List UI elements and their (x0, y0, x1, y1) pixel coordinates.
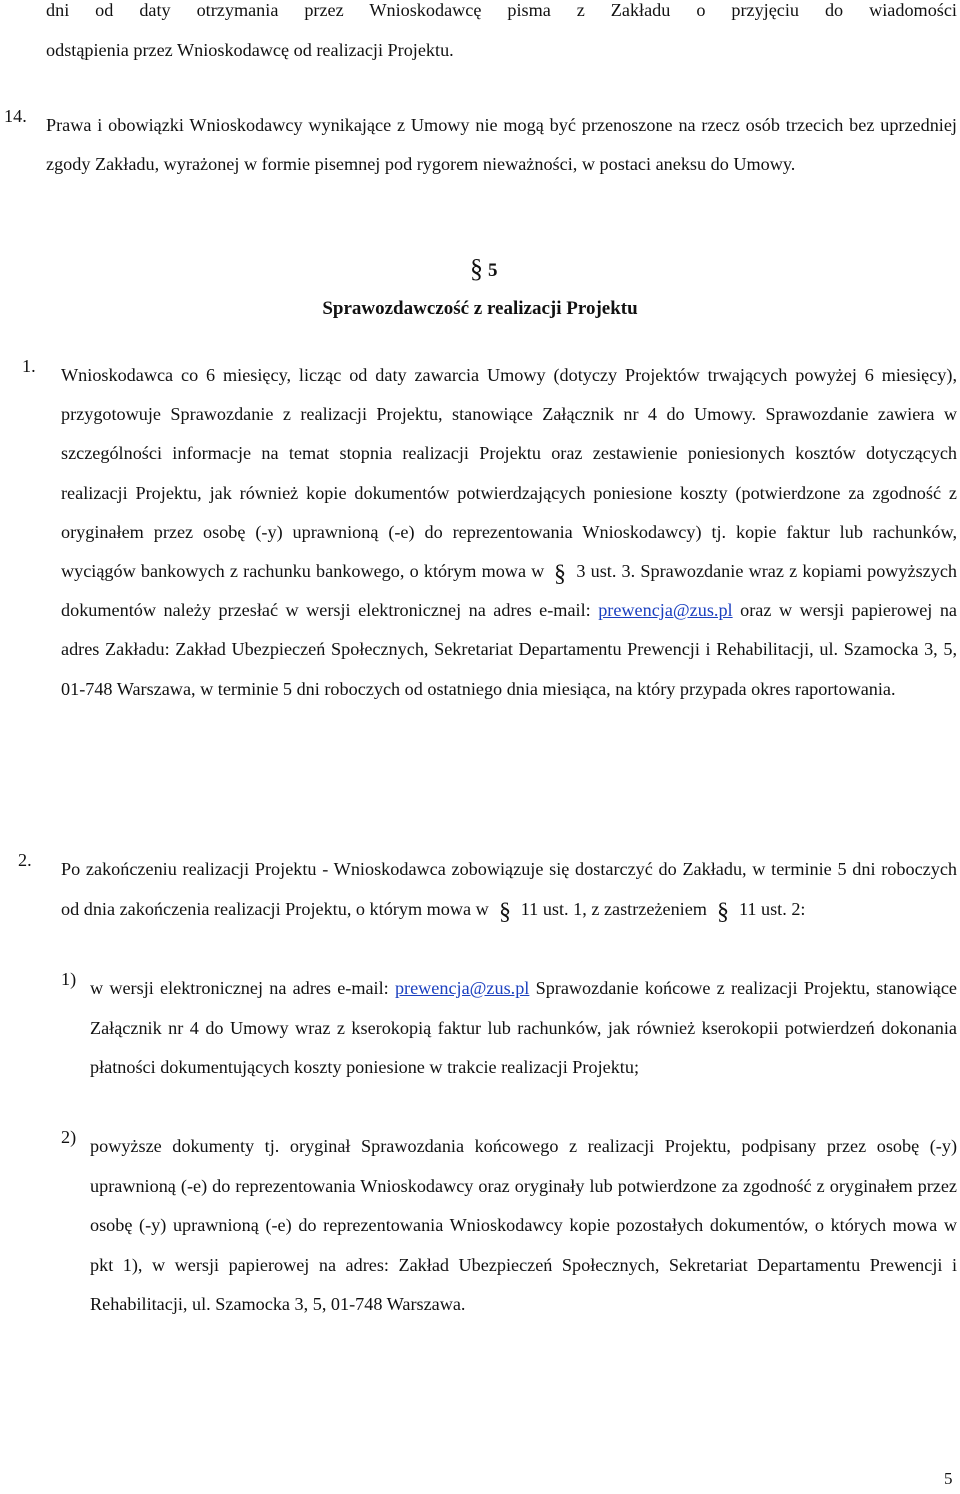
svg-text:§: § (716, 898, 729, 923)
p1-email-link[interactable]: prewencja@zus.pl (598, 600, 733, 621)
p2-number: 2. (18, 850, 32, 870)
sub1-text-b: Sprawozdanie końcowe z realizacji Projektu, stanowiące Załącznik nr 4 do Umowy wraz z kserokopią faktur lub rachunków, jak również kserokopii potwierdzeń dokonania płatności dokumentujących koszty poniesione w trakcie realizacji Projektu; (90, 978, 958, 1077)
p2-text (61, 850, 957, 929)
section-sign-icon (499, 897, 515, 923)
item-14-number: 14. (4, 106, 27, 126)
sub2-number: 2) (61, 1127, 77, 1147)
p2-ref-1: 11 ust. 1, z zastrzeżeniem (520, 898, 707, 919)
intro-line-2: odstąpienia przez Wnioskodawcę od realizacji Projektu. (46, 40, 454, 60)
sub2-text: powyższe dokumenty tj. oryginał Sprawozdania końcowego z realizacji Projektu, podpisany przez osobę (-y) uprawnioną (-e) do reprezentowania Wnioskodawcy oraz oryginały lub potwierdzone za zgodność z oryginałem przez osobę (-y) uprawnioną (-e) do reprezentowania Wnioskodawcy kopie pozostałych dokumentów, o których mowa w pkt 1), w wersji papierowej na adres: Zakład Ubezpieczeń Społecznych, Sekretariat Departamentu Prewencji i Rehabilitacji, ul. Szamocka 3, 5, 01-748 Warszawa. (90, 1136, 957, 1314)
sub1-text (90, 969, 957, 1088)
sub1-number: 1) (61, 969, 77, 989)
p1-text-b: Sprawozdanie wraz z kopiami powyższych dokumentów należy przesłać w wersji elektronicznej na adres e-mail: (61, 561, 958, 621)
p2-ref-2: 11 ust. 2: (738, 898, 806, 919)
section-sign-icon (717, 897, 733, 923)
section-title: Sprawozdawczość z realizacji Projektu (322, 298, 638, 319)
p2-text-a: Po zakończeniu realizacji Projektu - Wnioskodawca zobowiązuje się dostarczyć do Zakładu, w terminie 5 dni roboczych od dnia zakończenia realizacji Projektu, o którym mowa w (61, 859, 957, 919)
sub1-email-link[interactable]: prewencja@zus.pl (394, 978, 530, 998)
svg-text:§: § (498, 898, 511, 923)
p1-number: 1. (22, 356, 36, 376)
svg-text:§: § (554, 561, 567, 586)
p1-text (61, 356, 957, 709)
p1-text-a: Wnioskodawca co 6 miesięcy, licząc od daty zawarcia Umowy (dotyczy Projektów trwających powyżej 6 miesięcy), przygotowuje Sprawozdanie z realizacji Projektu, stanowiące Załącznik nr 4 do Umowy. Sprawozdanie zawiera w szczególności informacje na temat stopnia realizacji Projektu oraz zestawienie poniesionych kosztów dotyczących realizacji Projektu, jak również kopie dokumentów potwierdzających poniesione koszty (potwierdzone za zgodność z oryginałem przez osobę (-y) uprawnioną (-e) do reprezentowania Wnioskodawcy) tj. kopie faktur lub rachunków, wyciągów bankowych z rachunku bankowego, o którym mowa w (61, 365, 957, 582)
intro-line-1: dni od daty otrzymania przez Wnioskodawcę pisma z Zakładu o przyjęciu do wiadomości (46, 0, 957, 20)
section-number: 5 (488, 260, 498, 281)
p1-text-c: oraz w wersji papierowej na adres Zakładu: Zakład Ubezpieczeń Społecznych, Sekretariat Departamentu Prewencji i Rehabilitacji, ul. Szamocka 3, 5, 01-748 Warszawa, w terminie 5 dni roboczych od ostatniego dnia miesiąca, na który przypada okres raportowania. (61, 600, 958, 699)
section-sign-icon (554, 559, 570, 585)
sub1-text-a: w wersji elektronicznej na adres e-mail: (90, 978, 389, 998)
p1-ref: 3 ust. 3. (576, 561, 636, 582)
svg-text:§: § (470, 254, 483, 281)
page-number: 5 (944, 1469, 953, 1488)
item-14-text: Prawa i obowiązki Wnioskodawcy wynikające z Umowy nie mogą być przenoszone na rzecz osób trzecich bez uprzedniej zgody Zakładu, wyrażonej w formie pisemnej pod rygorem nieważności, w postaci aneksu do Umowy. (46, 115, 957, 174)
